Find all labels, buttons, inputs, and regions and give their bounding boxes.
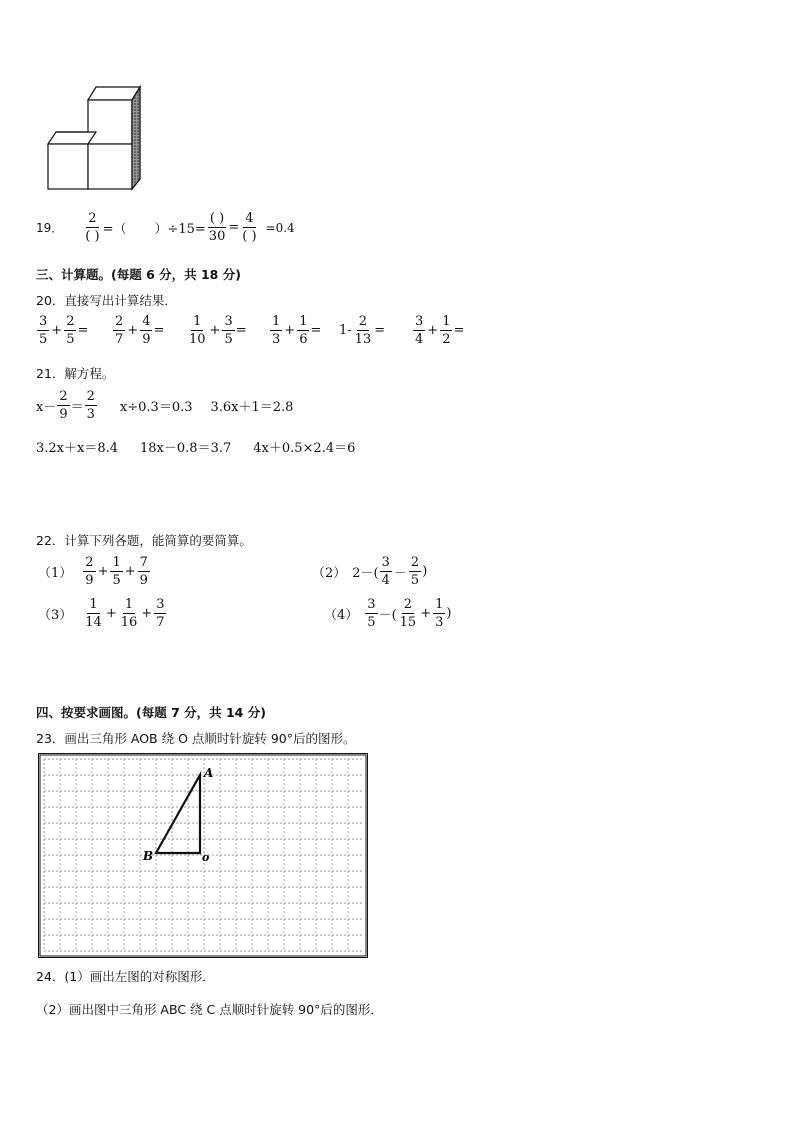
q22-p1-label: （1） [38, 566, 73, 581]
q22-p1-frac1: $\frac{2}{9}$ [85, 555, 94, 588]
q22-title: 22．计算下列各题，能简算的要简算。 [36, 533, 252, 548]
q20-frac-b: $\frac{4}{9}$ [142, 314, 151, 347]
q19-eq2: = [228, 220, 240, 235]
q22-p2-frac1: $\frac{3}{4}$ [381, 555, 390, 588]
q22-p2-op: － [393, 566, 407, 581]
q21-eq4: 3.2x＋x＝8.4 [36, 441, 119, 456]
q19-eq1: =（ [102, 222, 127, 237]
q20-eq: = [310, 323, 322, 338]
q22-p3-label: （3） [38, 608, 73, 623]
q22-p1-frac3: $\frac{7}{9}$ [139, 555, 148, 588]
section-3-title: 三、计算题。(每题 6 分，共 18 分) [36, 267, 241, 282]
q20-eq: = [153, 323, 165, 338]
q22-p3-frac3: $\frac{3}{7}$ [156, 597, 165, 630]
q20-item-2 [112, 315, 164, 346]
q21-eq1-pre: x－ [36, 400, 57, 415]
q20-item-1 [36, 315, 88, 346]
label-o: o [202, 851, 210, 864]
q19-fraction-3: $\frac{4}{( )}$ [242, 211, 257, 244]
q20-item-3 [186, 315, 247, 346]
q23-grid[interactable] [38, 753, 368, 958]
q20-frac-b: $\frac{2}{13}$ [354, 314, 372, 347]
q22-part-2 [312, 556, 427, 587]
q21-eq5: 18x－0.8＝3.7 [140, 441, 232, 456]
label-a: A [204, 766, 214, 780]
q22-p3-frac2: $\frac{1}{16}$ [120, 597, 138, 630]
q20-eq: = [453, 323, 465, 338]
q22-p2-pre: 2－( [352, 566, 379, 581]
q22-p4-frac2: $\frac{1}{3}$ [435, 597, 444, 630]
q20-frac-a: $\frac{3}{4}$ [415, 314, 424, 347]
section-4-title: 四、按要求画图。(每题 7 分，共 14 分) [36, 705, 266, 720]
q22-p3-frac1: $\frac{1}{14}$ [85, 597, 102, 630]
q20-eq: = [77, 323, 89, 338]
q24-line-2: （2）画出图中三角形 ABC 绕 C 点顺时针旋转 90°后的图形． [36, 1002, 383, 1017]
q20-frac-a: $\frac{3}{5}$ [39, 314, 48, 347]
q19-tail: =0.4 [265, 220, 295, 235]
q20-frac-b: $\frac{1}{2}$ [442, 314, 451, 347]
question-19 [36, 212, 295, 243]
q22-p1-frac2: $\frac{1}{5}$ [112, 555, 121, 588]
q20-frac-b: $\frac{1}{6}$ [299, 314, 308, 347]
q20-op: + [284, 323, 296, 338]
q22-p2-post: ) [422, 564, 428, 579]
q22-p4-frac1: $\frac{2}{15}$ [399, 597, 417, 630]
q20-frac-b: $\frac{3}{5}$ [224, 314, 233, 347]
q22-p4-op: + [420, 606, 432, 621]
q21-eq1-frac1: $\frac{2}{9}$ [59, 389, 68, 422]
q20-item-4 [269, 315, 321, 346]
q20-frac-a: $\frac{1}{3}$ [272, 314, 281, 347]
q20-eq: = [235, 323, 247, 338]
q20-op: + [127, 323, 139, 338]
q19-blank[interactable] [126, 218, 154, 237]
q22-part-1 [38, 556, 151, 587]
q21-eq6: 4x＋0.5×2.4＝6 [253, 441, 356, 456]
q20-frac-a: $\frac{1}{10}$ [189, 314, 206, 347]
q21-eq1-mid: ＝ [70, 400, 84, 415]
q21-row-2 [36, 437, 355, 456]
q20-frac-b: $\frac{2}{5}$ [66, 314, 75, 347]
q19-number: 19． [36, 221, 64, 235]
q22-p4-post: ) [446, 606, 452, 621]
q22-p2-frac2: $\frac{2}{5}$ [410, 555, 420, 588]
q19-fraction-2: $\frac{( )}{30}$ [208, 211, 226, 244]
q21-eq1-frac2: $\frac{2}{3}$ [86, 389, 95, 422]
q20-frac-a: $\frac{2}{7}$ [115, 314, 124, 347]
q20-op: + [51, 323, 63, 338]
q22-part-3 [38, 598, 167, 629]
label-b: B [143, 849, 154, 863]
q22-p3-op1: + [105, 606, 117, 621]
q22-p1-op2: + [124, 564, 136, 579]
q20-items [36, 315, 476, 357]
q20-op: + [209, 323, 221, 338]
q21-title: 21．解方程。 [36, 366, 115, 381]
q22-p4-pre: －( [378, 608, 397, 623]
q19-fraction-1: $\frac{2}{( )}$ [85, 211, 100, 244]
q22-p4-frac0: $\frac{3}{5}$ [367, 597, 376, 630]
q24-line-1: 24．(1）画出左图的对称图形． [36, 969, 215, 984]
q22-part-4 [324, 598, 451, 629]
q20-item-6 [412, 315, 464, 346]
q22-p1-op1: + [97, 564, 109, 579]
q23-title: 23．画出三角形 AOB 绕 O 点顺时针旋转 90°后的图形。 [36, 731, 356, 746]
q21-eq2: x÷0.3＝0.3 [119, 400, 193, 415]
q20-item-pre: 1- [339, 323, 352, 338]
q20-item-5 [339, 315, 385, 346]
q21-row-1 [36, 390, 293, 421]
q20-title: 20．直接写出计算结果． [36, 293, 177, 308]
q22-p3-op2: + [141, 606, 153, 621]
q22-p4-label: （4） [324, 608, 359, 623]
q19-division: ）÷15= [154, 222, 206, 237]
q20-eq: = [374, 323, 386, 338]
q22-p2-label: （2） [312, 566, 347, 581]
cube-figure [44, 82, 144, 192]
q20-op: + [427, 323, 439, 338]
q21-eq3: 3.6x＋1＝2.8 [210, 400, 294, 415]
